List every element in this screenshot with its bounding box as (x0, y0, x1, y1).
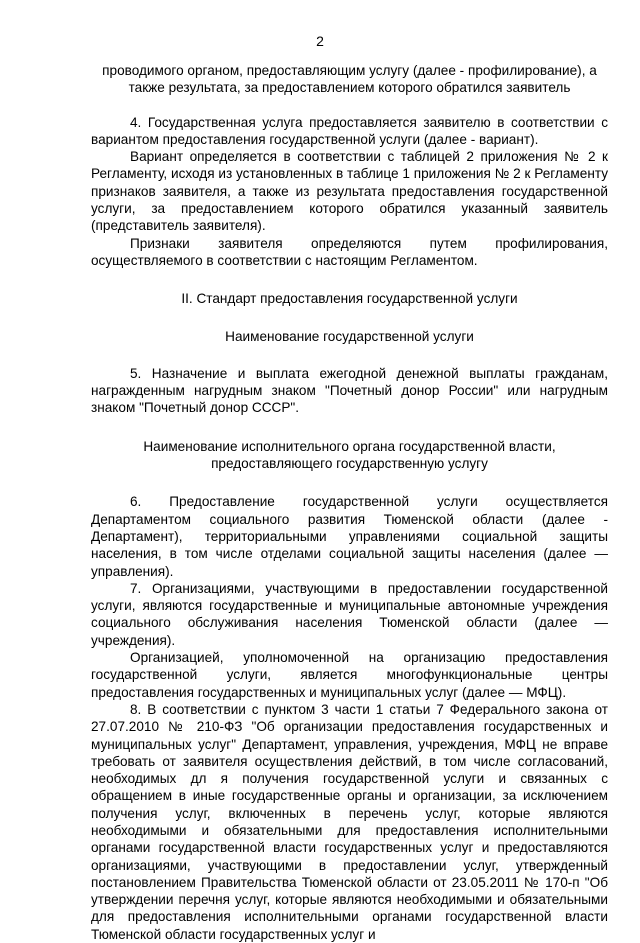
paragraph-7-mfc: Организацией, уполномоченной на организацию предоставления государственной услуги, является многофункциональные центры предоставления государственных и муниципальных услуг (далее — МФЦ). (91, 650, 608, 700)
paragraph-4-variant: Вариант определяется в соответствии с таблицей 2 приложения № 2 к Регламенту, исходя из установленных в таблице 1 приложения № 2 к Регламенту признаков заявителя, а также из результата предоставления государственной услуги, за предоставлением которого обратился указанный заявитель (представитель заявителя). (91, 149, 608, 234)
paragraph-4-signs: Признаки заявителя определяются путем профилирования, осуществляемого в соответствии с настоящим Регламентом. (91, 235, 608, 268)
section-heading-standard: II. Стандарт предоставления государственной услуги (181, 291, 518, 307)
paragraph-8: 8. В соответствии с пунктом 3 части 1 статьи 7 Федерального закона от 27.07.2010 № 210-ФЗ "Об организации предоставления государственных и муниципальных услуг" Департамент, управления, учреждения, МФЦ не вправе требовать от заявителя осуществления действий, в том числе согласований, необходимых дл я получения государственной услуги и связанных с обращением в иные государственные органы и организации, за исключением получения услуг, включенных в перечень услуг, которые являются необходимыми и обязательными для предоставления исполнительными органами государственной власти государственных услуг и предоставляются организациями, участвующими в предоставлении услуг, утвержденный постановлением Правительства Тюменской области от 23.05.2011 № 170-п "Об утверждении перечня услуг, которые являются необходимыми и обязательными для предоставления исполнительными органами государственной власти Тюменской области государственных услуг и (91, 701, 608, 942)
document-body (91, 62, 608, 943)
heading-executive-body-line2: предоставляющего государственную услугу (211, 456, 488, 472)
paragraph-profiling-continuation: проводимого органом, предоставляющим услугу (далее - профилирование), а также результата, за предоставлением которого обратился заявитель (102, 63, 597, 96)
paragraph-5: 5. Назначение и выплата ежегодной денежной выплаты гражданам, награжденным нагрудным знаком "Почетный донор России" или нагрудным знаком "Почетный донор СССР". (91, 365, 608, 416)
paragraph-6: 6. Предоставление государственной услуги осуществляется Департаментом социального развития Тюменской области (далее - Департамент), территориальными управлениями социальной защиты населения, в том числе отделами социальной защиты населения (далее — управления). (91, 494, 608, 579)
heading-executive-body-line1: Наименование исполнительного органа государственной власти, (143, 438, 556, 454)
paragraph-4: 4. Государственная услуга предоставляется заявителю в соответствии с вариантом предоставления государственной услуги (далее - вариант). (91, 114, 608, 147)
heading-executive-body (91, 438, 608, 473)
page-number: 2 (316, 33, 324, 49)
heading-service-name: Наименование государственной услуги (225, 328, 474, 344)
paragraph-7: 7. Организациями, участвующими в предоставлении государственной услуги, являются государственные и муниципальные автономные учреждения социального обслуживания населения Тюменской области (далее — учреждения). (91, 580, 608, 648)
